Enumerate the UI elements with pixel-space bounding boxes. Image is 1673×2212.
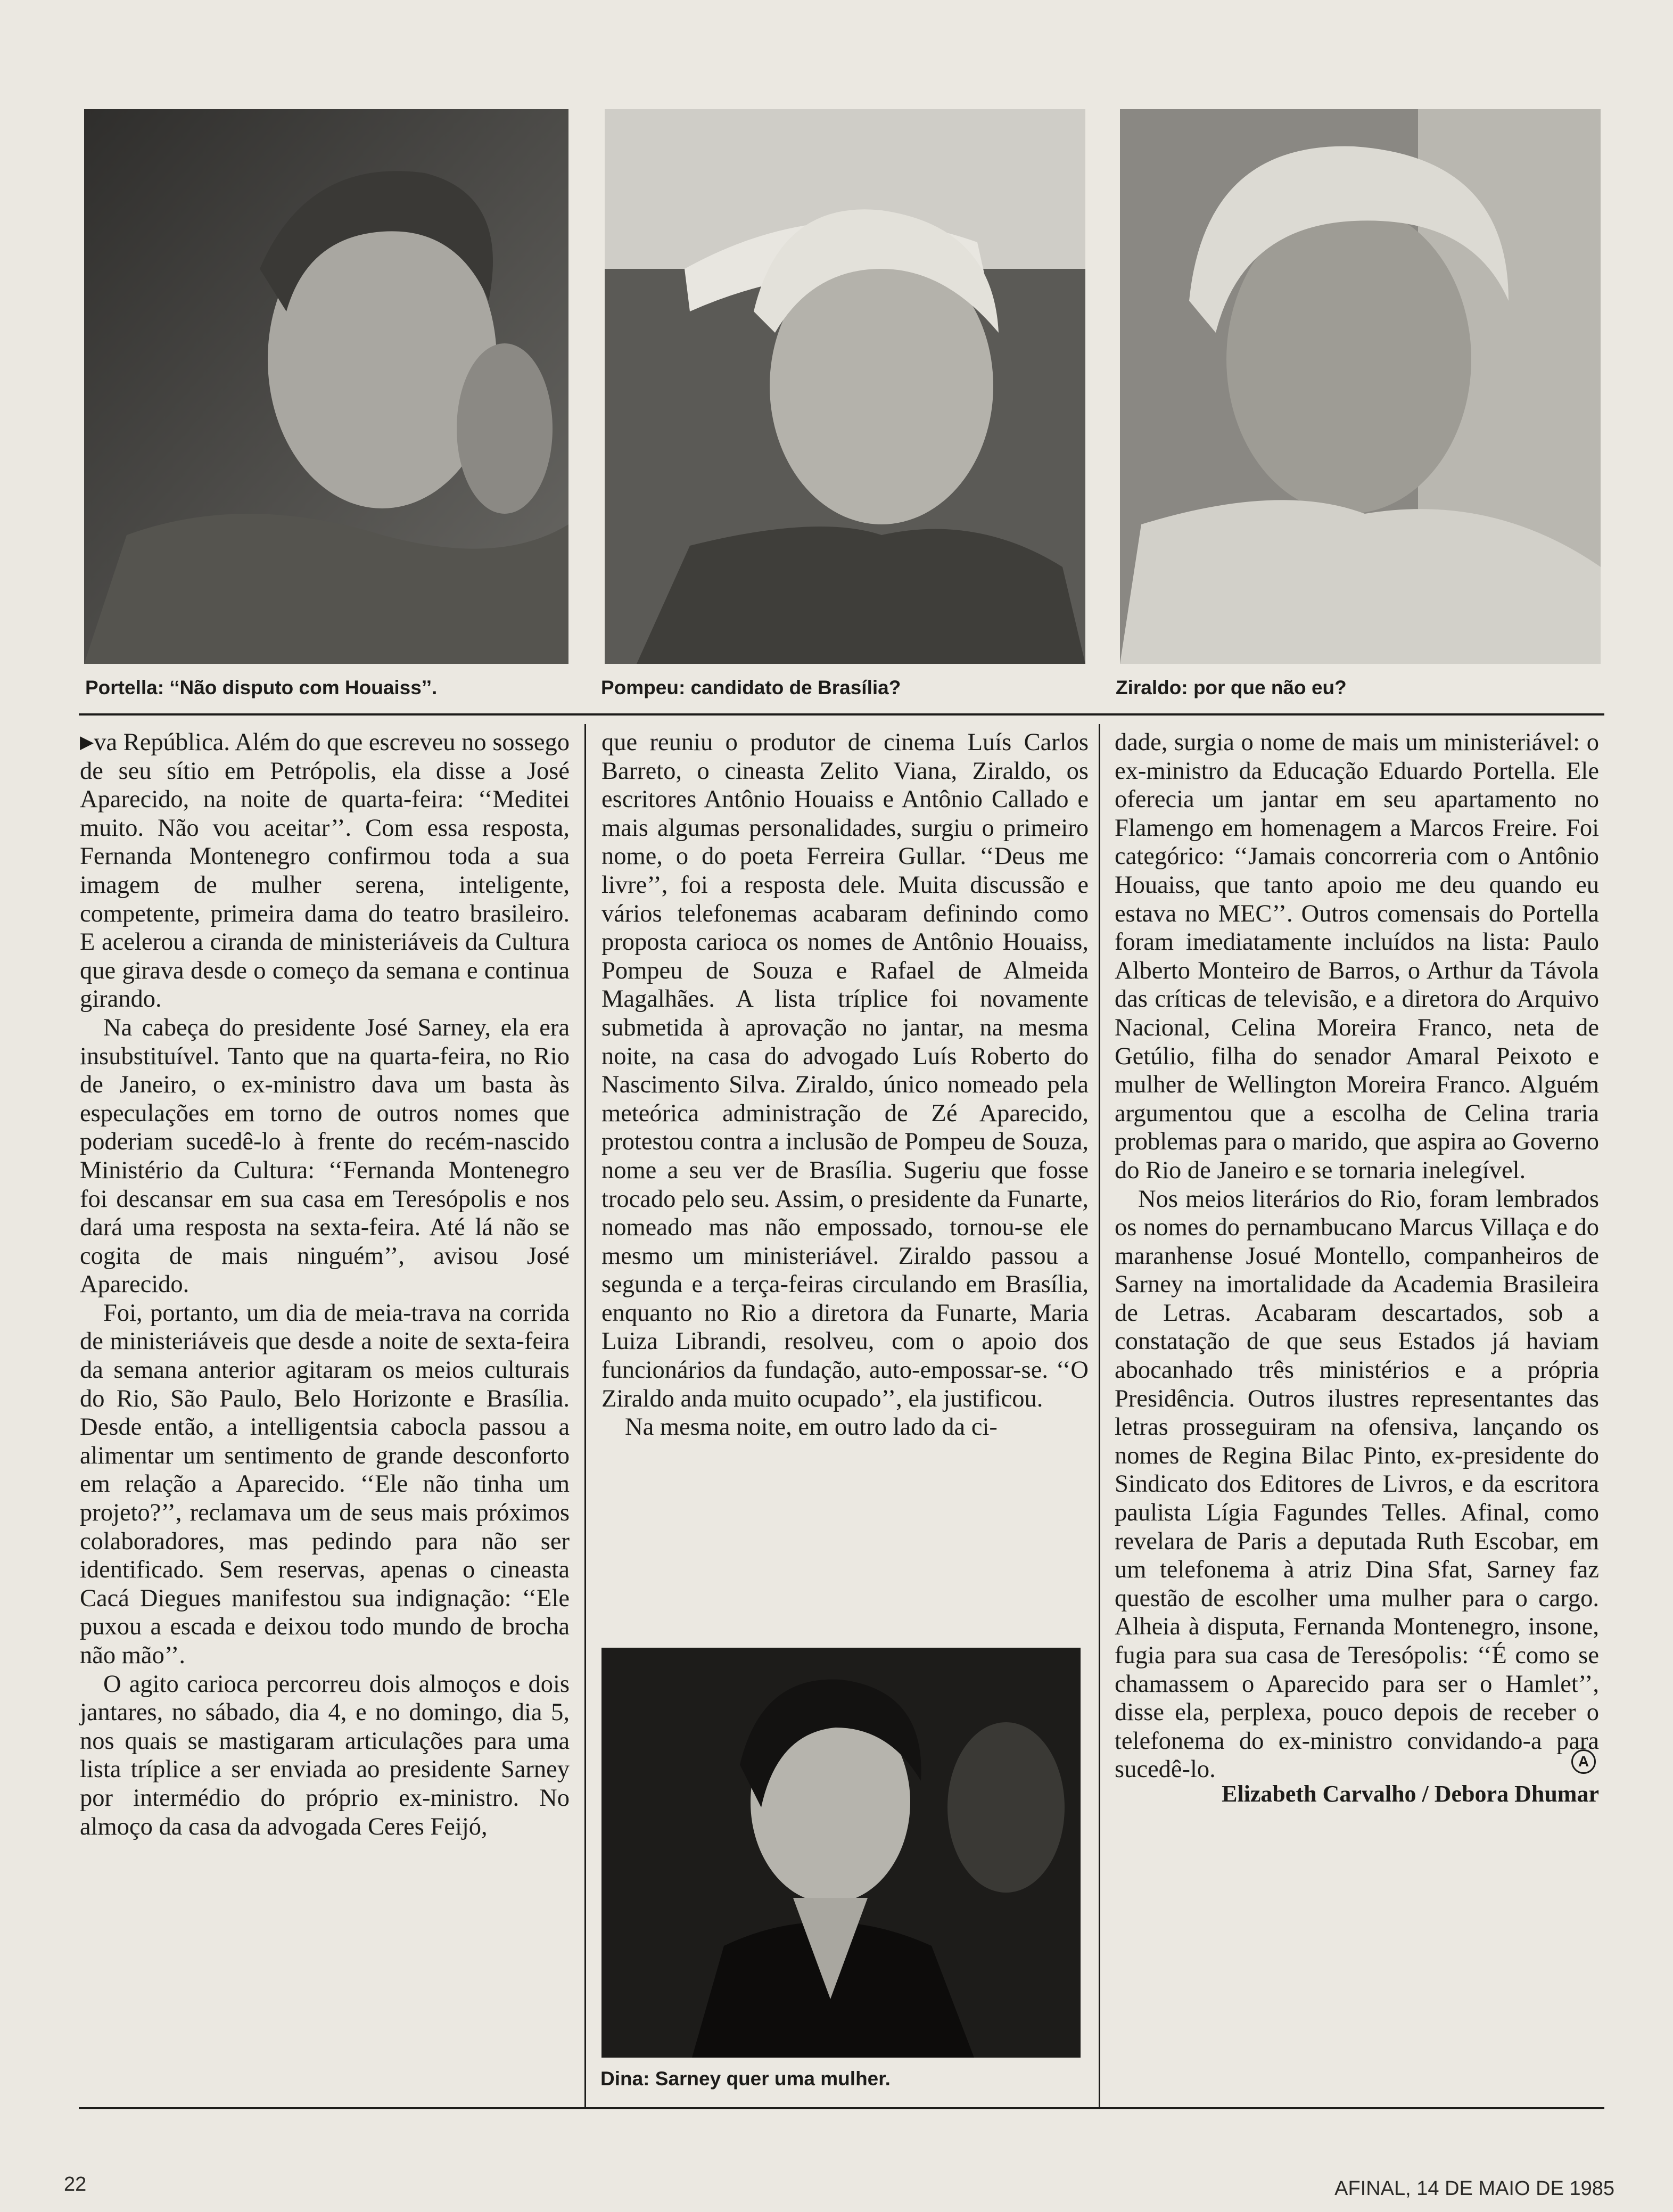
bottom-rule: [79, 2107, 1604, 2109]
paragraph: Na cabeça do presidente José Sarney, ela era insubstituível. Tanto que na quarta-feira, no Rio de Janeiro, o ex-ministro dava um basta às especulações em torno de outros nomes que poderiam sucedê-lo à frente do recém-nascido Ministério da Cultura: ‘‘Fernanda Montenegro foi descansar em sua casa em Teresópolis e nos dará uma resposta na sexta-feira. Até lá não se cogita de mais ninguém’’, avisou José Aparecido.: [80, 1014, 570, 1298]
paragraph: que reuniu o produtor de cinema Luís Carlos Barreto, o cineasta Zelito Viana, Ziraldo, os escritores Antônio Houaiss e Antônio Callado e mais algumas personalidades, surgiu o primeiro nome, o do poeta Ferreira Gullar. ‘‘Deus me livre’’, foi a resposta dele. Muita discussão e vários telefonemas acabaram definindo como proposta carioca os nomes de Antônio Houaiss, Pompeu de Souza e Rafael de Almeida Magalhães. A lista tríplice foi novamente submetida à aprovação no jantar, na mesma noite, na casa do advogado Luís Roberto do Nascimento Silva. Ziraldo, único nomeado pela meteórica administração de Zé Aparecido, protestou contra a inclusão de Pompeu de Souza, nome a seu ver de Brasília. Sugeriu que fosse trocado pelo seu. Assim, o presidente da Funarte, nomeado mas não empossado, tornou-se ele mesmo um ministeriável. Ziraldo passou a segunda e a terça-feiras circulando em Brasília, enquanto no Rio a diretora da Funarte, Maria Luiza Librandi, resolveu, com o apoio dos funcionários da fundação, auto-empossar-se. ‘‘O Ziraldo anda muito ocupado’’, ela justificou.: [601, 729, 1089, 1412]
article-column-1: [80, 728, 570, 1841]
photo-ziraldo: [1120, 109, 1601, 664]
paragraph: dade, surgia o nome de mais um ministeriável: o ex-ministro da Educação Eduardo Portella. Ele oferecia um jantar em seu apartamento no Flamengo em homenagem a Marcos Freire. Foi categórico: ‘‘Jamais concorreria com o Antônio Houaiss, que tanto apoio me deu quando eu estava no MEC’’. Outros comensais do Portella foram imediatamente incluídos na lista: Paulo Alberto Monteiro de Barros, o Arthur da Távola das críticas de televisão, e a diretora do Arquivo Nacional, Celina Moreira Franco, neta de Getúlio, filha do senador Amaral Peixoto e mulher de Wellington Moreira Franco. Alguém argumentou que a escolha de Celina traria problemas para o marido, que aspira ao Governo do Rio de Janeiro e se tornaria inelegível.: [1115, 729, 1599, 1184]
column-divider: [584, 724, 586, 2108]
paragraph: O agito carioca percorreu dois almoços e dois jantares, no sábado, dia 4, e no domingo, dia 5, nos quais se mastigaram articulações para uma lista tríplice a ser enviada ao presidente Sarney por intermédio do próprio ex-ministro. No almoço da casa da advogada Ceres Feijó,: [80, 1670, 570, 1840]
photo-dina: [601, 1648, 1081, 2058]
continuation-arrow-icon: ▶: [80, 733, 94, 752]
column-divider: [1099, 724, 1100, 2108]
top-rule: [79, 713, 1604, 716]
photo-caption-ziraldo: Ziraldo: por que não eu?: [1116, 677, 1347, 698]
photo-pompeu: [605, 109, 1085, 664]
photo-caption-pompeu: Pompeu: candidato de Brasília?: [601, 677, 901, 698]
article-column-2: [601, 728, 1089, 1442]
article-column-3: [1115, 728, 1599, 1784]
photo-portella: [84, 109, 568, 664]
paragraph: Na mesma noite, em outro lado da ci-: [625, 1413, 998, 1441]
paragraph: Nos meios literários do Rio, foram lembrados os nomes do pernambucano Marcus Villaça e do maranhense Josué Montello, companheiros de Sarney na imortalidade da Academia Brasileira de Letras. Acabaram descartados, sob a constatação de que seus Estados já haviam abocanhado três ministérios e a própria Presidência. Outros ilustres representantes das letras prosseguiram na ofensiva, lançando os nomes de Regina Bilac Pinto, ex-presidente do Sindicato dos Editores de Livros, e da escritora paulista Lígia Fagundes Telles. Afinal, como revelara de Paris a deputada Ruth Escobar, em um telefonema à atriz Dina Sfat, Sarney faz questão de escolher uma mulher para o cargo. Alheia à disputa, Fernanda Montenegro, insone, fugia para sua casa de Teresópolis: ‘‘É como se chamassem o Aparecido para ser o Hamlet’’, disse ela, perplexa, pouco depois de receber o telefonema do ex-ministro convidando-a para sucedê-lo.: [1115, 1185, 1599, 1783]
photo-caption-dina: Dina: Sarney quer uma mulher.: [600, 2068, 891, 2090]
issue-date: AFINAL, 14 DE MAIO DE 1985: [1334, 2177, 1614, 2200]
paragraph: ▶va República. Além do que escreveu no sossego de seu sítio em Petrópolis, ela disse a José Aparecido, na noite de quarta-feira: ‘‘Meditei muito. Não vou aceitar’’. Com essa resposta, Fernanda Montenegro confirmou toda a sua imagem de mulher serena, inteligente, competente, primeira dama do teatro brasileiro. E acelerou a ciranda de ministeriáveis da Cultura que girava desde o começo da semana e continua girando.: [80, 729, 570, 1013]
photo-caption-portella: Portella: ‘‘Não disputo com Houaiss’’.: [85, 677, 438, 698]
article-byline: Elizabeth Carvalho / Debora Dhumar: [1222, 1781, 1599, 1807]
end-mark-icon: A: [1571, 1749, 1596, 1774]
paragraph: Foi, portanto, um dia de meia-trava na corrida de ministeriáveis que desde a noite de sexta-feira da semana anterior agitaram os meios culturais do Rio, São Paulo, Belo Horizonte e Brasília. Desde então, a intelligentsia cabocla passou a alimentar um sentimento de grande desconforto em relação a Aparecido. ‘‘Ele não tinha um projeto?’’, reclamava um de seus mais próximos colaboradores, mas pedindo para não ser identificado. Sem reservas, apenas o cineasta Cacá Diegues manifestou sua indignação: ‘‘Ele puxou a escada e deixou todo mundo de brocha não mão’’.: [80, 1299, 570, 1669]
page-number: 22: [64, 2173, 87, 2195]
